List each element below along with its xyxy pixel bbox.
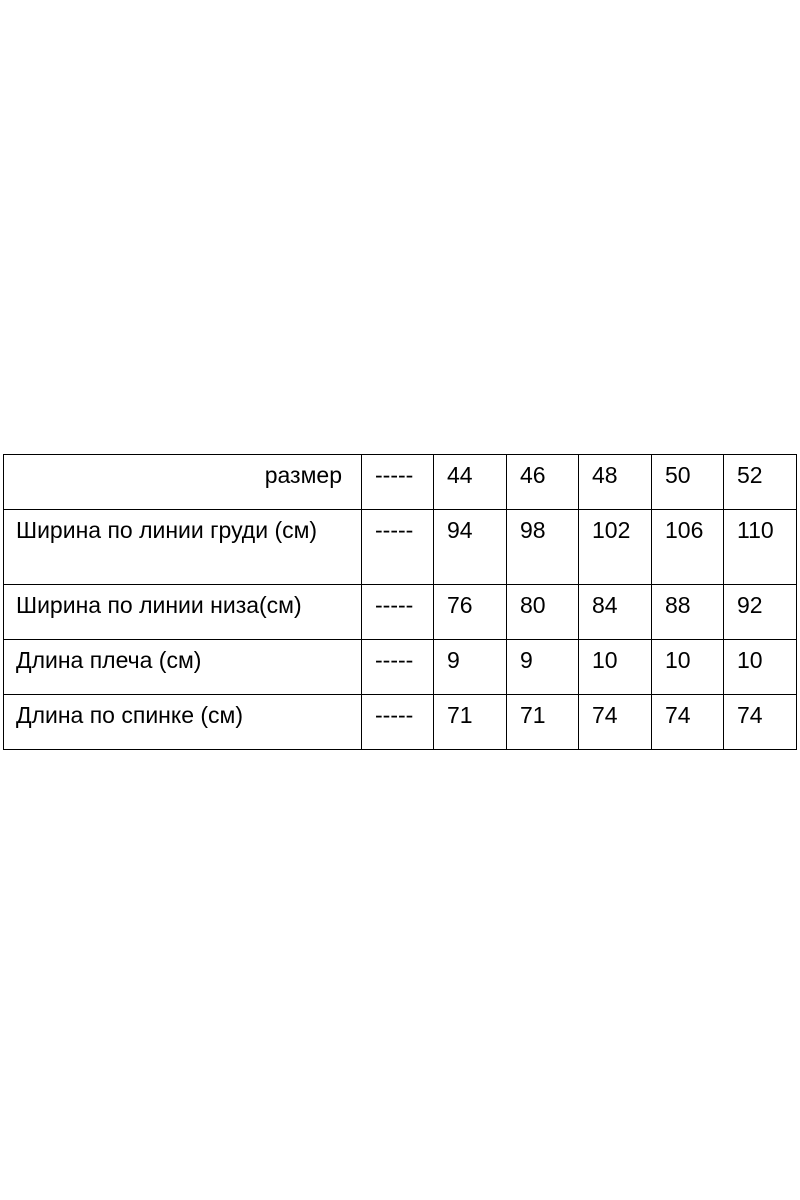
size-chart-table [3,454,797,750]
table-cell: 10 [579,640,652,695]
table-row [4,510,797,585]
table-row [4,695,797,750]
size-52: 52 [724,455,797,510]
table-cell: 106 [652,510,724,585]
row-dash: ----- [362,510,434,585]
row-dash: ----- [362,640,434,695]
table-cell: 92 [724,585,797,640]
table-cell: 10 [724,640,797,695]
row-label-back-length: Длина по спинке (см) [4,695,362,750]
table-cell: 88 [652,585,724,640]
table-cell: 110 [724,510,797,585]
table-cell: 84 [579,585,652,640]
row-dash: ----- [362,695,434,750]
table-row [4,640,797,695]
row-label-chest-width: Ширина по линии груди (см) [4,510,362,585]
table-cell: 74 [724,695,797,750]
table-cell: 10 [652,640,724,695]
size-50: 50 [652,455,724,510]
row-label-shoulder-length: Длина плеча (см) [4,640,362,695]
table-cell: 71 [434,695,507,750]
table-row [4,585,797,640]
table-cell: 98 [507,510,579,585]
table-header-row [4,455,797,510]
size-header-label: размер [4,455,362,510]
table-cell: 80 [507,585,579,640]
row-label-hem-width: Ширина по линии низа(см) [4,585,362,640]
size-44: 44 [434,455,507,510]
table-cell: 71 [507,695,579,750]
table-cell: 76 [434,585,507,640]
row-dash: ----- [362,585,434,640]
header-dash: ----- [362,455,434,510]
table-cell: 94 [434,510,507,585]
table-cell: 9 [507,640,579,695]
table-cell: 74 [652,695,724,750]
table-cell: 9 [434,640,507,695]
table-cell: 102 [579,510,652,585]
size-46: 46 [507,455,579,510]
size-48: 48 [579,455,652,510]
table-cell: 74 [579,695,652,750]
